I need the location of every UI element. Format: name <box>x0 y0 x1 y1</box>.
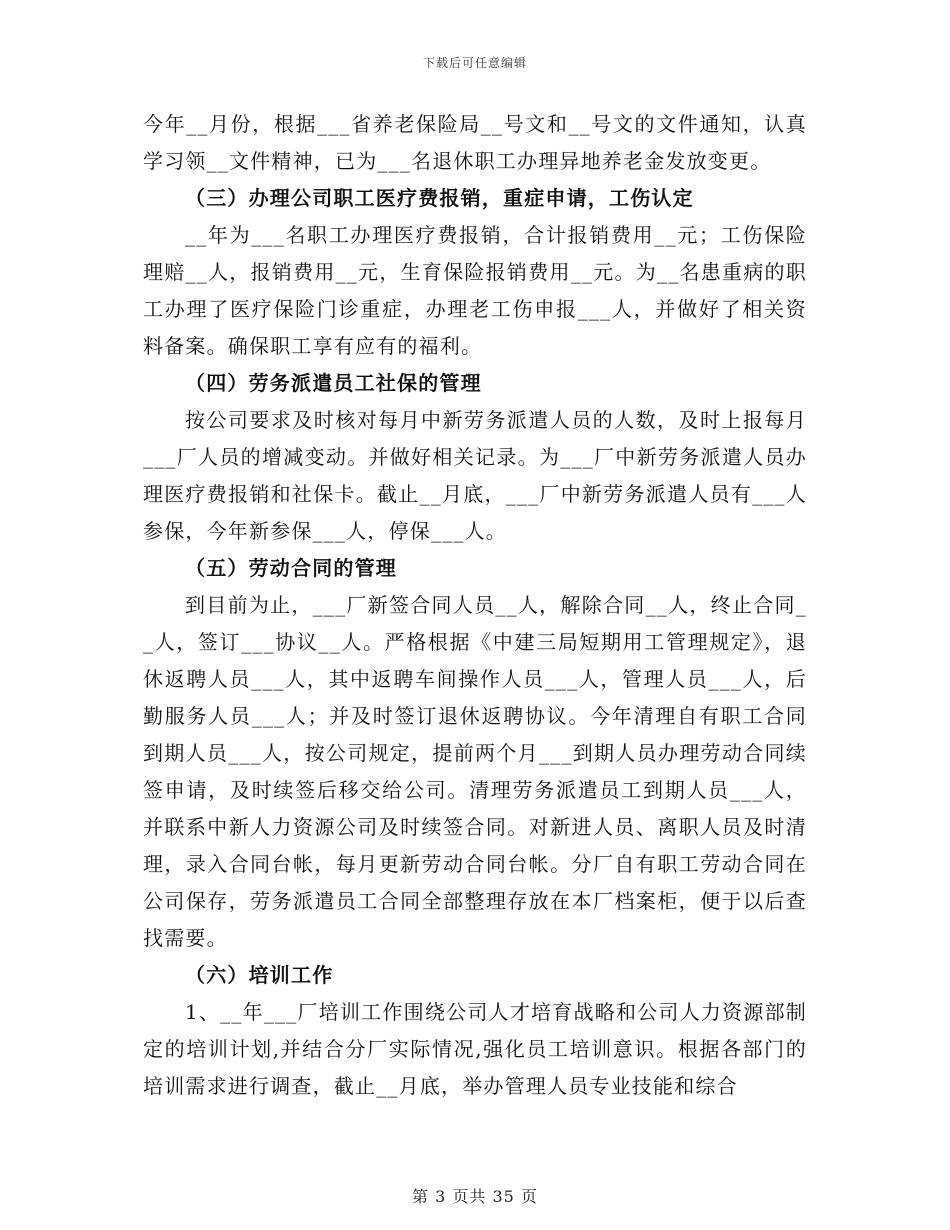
heading-dispatch-social-security: （四）劳务派遣员工社保的管理 <box>185 371 482 395</box>
heading-medical-reimbursement: （三）办理公司职工医疗费报销，重症申请，工伤认定 <box>185 186 694 210</box>
page-header: 下载后可任意编辑 <box>422 56 527 70</box>
document-body <box>143 106 807 1105</box>
paragraph-medical-reimbursement: __年为___名职工办理医疗费报销，合计报销费用__元；工伤保险理赔__人，报销费用__元，生育保险报销费用__元。为__名患重病的职工办理了医疗保险门诊重症，办理老工伤申报___人，并做好了相关资料备案。确保职工享有应有的福利。 <box>143 223 807 358</box>
paragraph-labor-contract: 到目前为止，___厂新签合同人员__人，解除合同__人，终止合同__人，签订___协议__人。严格根据《中建三局短期用工管理规定》，退休返聘人员___人，其中返聘车间操作人员___人，管理人员___人，后勤服务人员___人；并及时签订退休返聘协议。今年清理自有职工合同到期人员___人，按公司规定，提前两个月___到期人员办理劳动合同续签申请，及时续签后移交给公司。清理劳务派遣员工到期人员___人，并联系中新人力资源公司及时续签合同。对新进人员、离职人员及时清理，录入合同台帐，每月更新劳动合同台帐。分厂自有职工劳动合同在公司保存，劳务派遣员工合同全部整理存放在本厂档案柜，便于以后查找需要。 <box>143 593 807 950</box>
heading-labor-contract: （五）劳动合同的管理 <box>185 556 397 580</box>
paragraph-training: 1、__年___厂培训工作围绕公司人才培育战略和公司人力资源部制定的培训计划,并结合分厂实际情况,强化员工培训意识。根据各部门的培训需求进行调查，截止__月底，举办管理人员专业技能和综合 <box>143 1000 807 1098</box>
paragraph-dispatch-social-security: 按公司要求及时核对每月中新劳务派遣人员的人数，及时上报每月___厂人员的增减变动。并做好相关记录。为___厂中新劳务派遣人员办理医疗费报销和社保卡。截止__月底，___厂中新劳务派遣人员有___人参保，今年新参保___人，停保___人。 <box>143 408 807 543</box>
paragraph-pension-change: 今年__月份，根据___省养老保险局__号文和__号文的文件通知，认真学习领__文件精神，已为___名退休职工办理异地养老金发放变更。 <box>143 112 807 173</box>
heading-training: （六）培训工作 <box>185 963 334 987</box>
page-footer: 第 3 页共 35 页 <box>412 1187 538 1206</box>
